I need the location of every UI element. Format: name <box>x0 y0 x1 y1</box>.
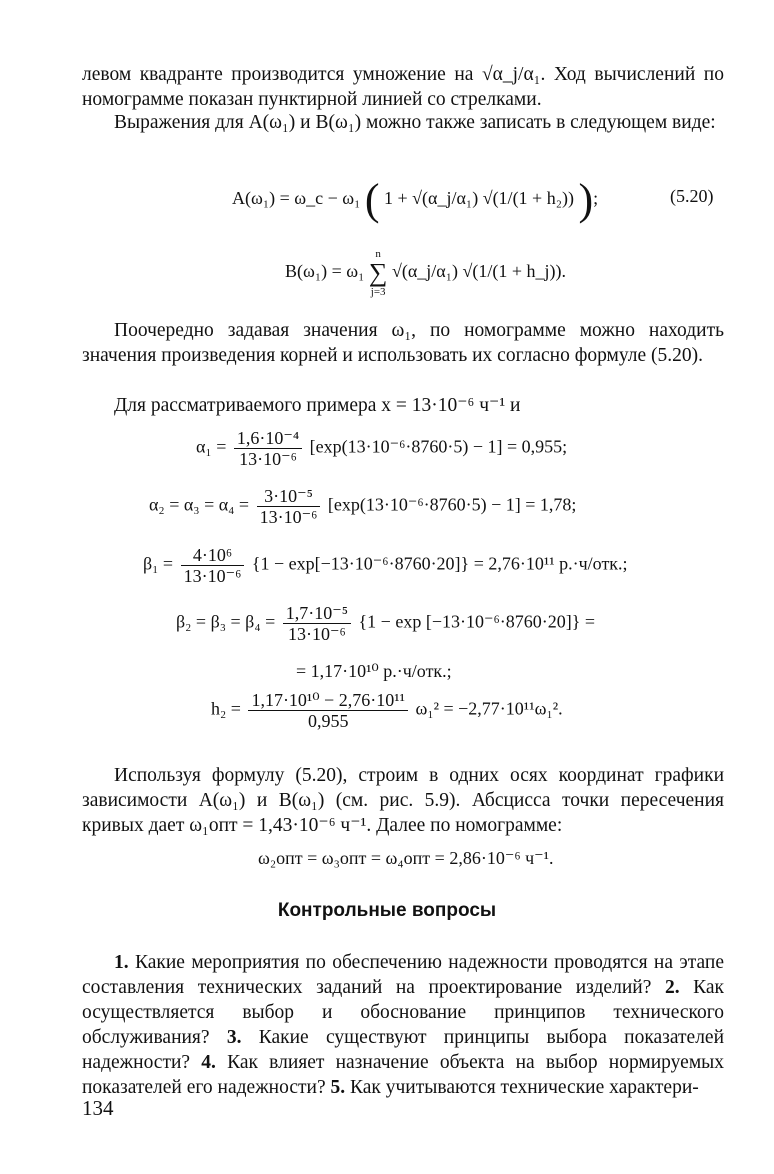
fraction <box>248 690 408 731</box>
fraction-denominator: 13·10⁻⁶ <box>288 624 346 644</box>
question-number: 2. <box>664 977 680 998</box>
paragraph-example: Для рассматриваемого примера x = 13·10⁻⁶ ч⁻¹ и <box>114 395 521 416</box>
equation-omega-optimal: ω₂опт = ω₃опт = ω₄опт = 2,86·10⁻⁶ ч⁻¹. <box>258 848 554 868</box>
page-number: 134 <box>82 1096 114 1120</box>
questions-paragraph <box>82 950 724 1100</box>
equation-beta1 <box>143 545 628 586</box>
question-number: 4. <box>201 1052 216 1073</box>
section-title: Контрольные вопросы <box>277 900 497 921</box>
equation-b-tail: . <box>561 261 566 282</box>
fraction <box>181 545 245 586</box>
question-text: Какие существуют принципы выбора показателей надежности? <box>82 1027 725 1073</box>
equation-alpha2 <box>149 486 576 527</box>
fraction-numerator: 1,17·10¹⁰ − 2,76·10¹¹ <box>248 690 408 711</box>
equation-beta1-lhs: β₁ = <box>143 553 174 574</box>
fraction-denominator: 13·10⁻⁶ <box>239 449 297 469</box>
equation-b-body: √(α_j/α₁) √(1/(1 + h_j)) <box>391 261 562 282</box>
equation-alpha1-rhs: [exp(13·10⁻⁶·8760·5) − 1] = 0,955; <box>309 436 568 457</box>
paragraph-alternately: Поочередно задавая значения ω₁, по номограмме можно находить значения произведения корней и использовать их согласно формуле (5.20). <box>82 320 724 366</box>
paragraph-intro: левом квадранте производится умножение на √α_j/α₁. Ход вычислений по номограмме показан пунктирной линией со стрелками. <box>82 64 724 110</box>
equation-h2-rhs: ω₁² = −2,77·10¹¹ω₁². <box>415 698 563 719</box>
question-number: 3. <box>226 1027 242 1048</box>
fraction <box>283 603 351 644</box>
equation-h2 <box>211 690 563 731</box>
fraction-denominator: 13·10⁻⁶ <box>183 566 242 586</box>
fraction-numerator: 3·10⁻⁵ <box>257 486 321 507</box>
question-text: Как осуществляется выбор и обоснование принципов технического обслуживания? <box>82 977 725 1048</box>
question-number: 1. <box>114 952 129 973</box>
equation-a-lhs: A(ω₁) = ω_c − ω₁ <box>232 188 361 209</box>
equation-alpha1 <box>196 428 567 469</box>
fraction <box>234 428 302 469</box>
equation-h2-lhs: h₂ = <box>211 698 241 719</box>
equation-number: (5.20) <box>670 186 714 206</box>
equation-a-tail: ; <box>593 188 599 209</box>
equation-alpha2-rhs: [exp(13·10⁻⁶·8760·5) − 1] = 1,78; <box>327 494 577 515</box>
question-text: Какие мероприятия по обеспечению надежности проводятся на этапе составления технических заданий на проектирование изделий? <box>82 952 724 998</box>
equation-b <box>285 248 566 298</box>
question-text: Как учитываются технические характери- <box>350 1077 699 1098</box>
fraction-numerator: 4·10⁶ <box>181 545 245 566</box>
equation-b-lhs: B(ω₁) = ω₁ <box>285 261 365 282</box>
equation-beta2 <box>176 603 595 644</box>
question-text: Как влияет назначение объекта на выбор нормируемых показателей его надежности? <box>82 1052 725 1098</box>
equation-a: A(ω₁) = ω_c − ω₁ ( 1 + √(α_j/α₁) √(1/(1 + h₂)) ); <box>232 175 599 224</box>
sum-symbol: n ∑ j=3 <box>368 248 388 298</box>
equation-alpha2-lhs: α₂ = α₃ = α₄ = <box>149 494 250 515</box>
equation-alpha1-lhs: α₁ = <box>196 436 227 457</box>
sum-upper-limit: n <box>375 248 381 260</box>
equation-beta2-rhs: {1 − exp [−13·10⁻⁶·8760·20]} = <box>358 611 596 632</box>
fraction-numerator: 1,7·10⁻⁵ <box>283 603 351 624</box>
fraction <box>257 486 321 527</box>
paragraph-expressions: Выражения для A(ω₁) и B(ω₁) можно также записать в следующем виде: <box>114 112 716 133</box>
equation-a-body: 1 + √(α_j/α₁) √(1/(1 + h₂)) <box>384 188 574 209</box>
equation-beta2-continuation: = 1,17·10¹⁰ р.·ч/отк.; <box>296 661 452 681</box>
paragraph-using-formula: Используя формулу (5.20), строим в одних осях координат графики зависимости A(ω₁) и B(ω₁) (см. рис. 5.9). Абсцисса точки пересечения кривых дает ω₁опт = 1,43·10⁻⁶ ч⁻¹. Далее по номограмме: <box>82 765 724 836</box>
question-number: 5. <box>330 1077 346 1098</box>
fraction-denominator: 13·10⁻⁶ <box>259 507 318 527</box>
fraction-numerator: 1,6·10⁻⁴ <box>234 428 302 449</box>
equation-beta2-lhs: β₂ = β₃ = β₄ = <box>176 611 276 632</box>
equation-beta1-rhs: {1 − exp[−13·10⁻⁶·8760·20]} = 2,76·10¹¹ р.·ч/отк.; <box>251 553 628 574</box>
sum-lower-limit: j=3 <box>370 286 386 298</box>
fraction-denominator: 0,955 <box>307 711 349 731</box>
